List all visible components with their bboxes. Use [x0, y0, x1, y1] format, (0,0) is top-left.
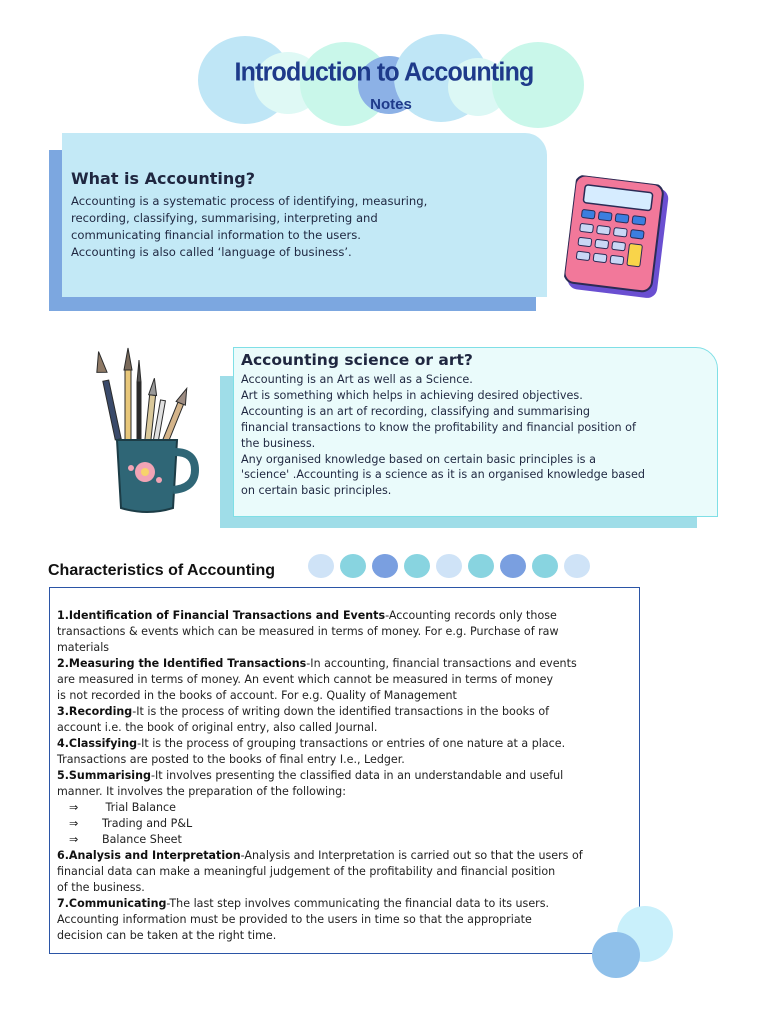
- arrow-icon: ⇒: [69, 833, 79, 846]
- list-item: 5.Summarising-It involves presenting the classified data in an understandable and useful: [57, 769, 564, 782]
- decorative-circle: [592, 932, 640, 978]
- characteristics-box: 1.Identification of Financial Transactions and Events-Accounting records only those transactions & events which can be measured in terms of money. For e.g. Purchase of raw materials 2.Measuring the Identified Transactions-In accounting, financial transactions and events are measured in terms of money. An event which cannot be measured in terms of money is not recorded in the books of account. For e.g. Quality of Management 3.Recording-It is the process of writing down the identified transactions in the books of account i.e. the book of original entry, also called Journal. 4.Classifying-It is the process of grouping transactions or entries of one nature at a place. Transactions are posted to the books of final entry I.e., Ledger. 5.Summarising-It involves presenting the classified data in an understandable and useful manner. It involves the preparation of the following: ⇒ Trial Balance ⇒ Trading and P&L ⇒ Balance Sheet 6.Analysis and Interpretation-Analysis and Interpretation is carried out so that the users of financial data can make a meaningful judgement of the profitability and financial position of the business. 7.Communicating-The last step involves communicating the financial data to its users. Accounting information must be provided to the users in time so that the appropriate decision can be taken at the right time.: [49, 587, 640, 954]
- list-item: 1.Identification of Financial Transactions and Events-Accounting records only those: [57, 609, 557, 622]
- arrow-icon: ⇒: [69, 801, 79, 814]
- card-heading: What is Accounting?: [71, 169, 256, 188]
- decorative-dots: [308, 554, 590, 580]
- science-or-art-card: [233, 347, 718, 517]
- list-item: 4.Classifying-It is the process of grouping transactions or entries of one nature at a place.: [57, 737, 566, 750]
- list-item: 2.Measuring the Identified Transactions-In accounting, financial transactions and events: [57, 657, 577, 670]
- page-subtitle: Notes: [370, 96, 412, 113]
- list-item: 3.Recording-It is the process of writing down the identified transactions in the books of: [57, 705, 550, 718]
- summary-list-item: ⇒ Trading and P&L: [69, 817, 193, 830]
- section-heading: Characteristics of Accounting: [48, 562, 276, 579]
- card-heading: Accounting science or art?: [241, 351, 473, 369]
- list-item: 6.Analysis and Interpretation-Analysis and Interpretation is carried out so that the users of: [57, 849, 583, 862]
- arrow-icon: ⇒: [69, 817, 79, 830]
- pencil-cup-icon: [95, 340, 205, 520]
- summary-list-item: ⇒ Trial Balance: [69, 801, 176, 814]
- what-is-accounting-card: [62, 133, 547, 297]
- summary-list-item: ⇒ Balance Sheet: [69, 833, 182, 846]
- card-text: Accounting is a systematic process of identifying, measuring, recording, classifying, summarising, interpreting and communicating financial information to the users. Accounting is also called ‘language of business’.: [71, 194, 428, 259]
- list-item: 7.Communicating-The last step involves communicating the financial data to its users.: [57, 897, 550, 910]
- card-text: Accounting is an Art as well as a Science. Art is something which helps in achieving desired objectives. Accounting is an art of recording, classifying and summarising financial transactions to know the profitability and financial position of the business. Any organised knowledge based on certain basic principles is a 'science' .Accounting is a science as it is an organised knowledge based on certain basic principles.: [241, 373, 645, 498]
- page-title: Introduction to Accounting: [234, 57, 534, 87]
- calculator-icon: [562, 174, 674, 303]
